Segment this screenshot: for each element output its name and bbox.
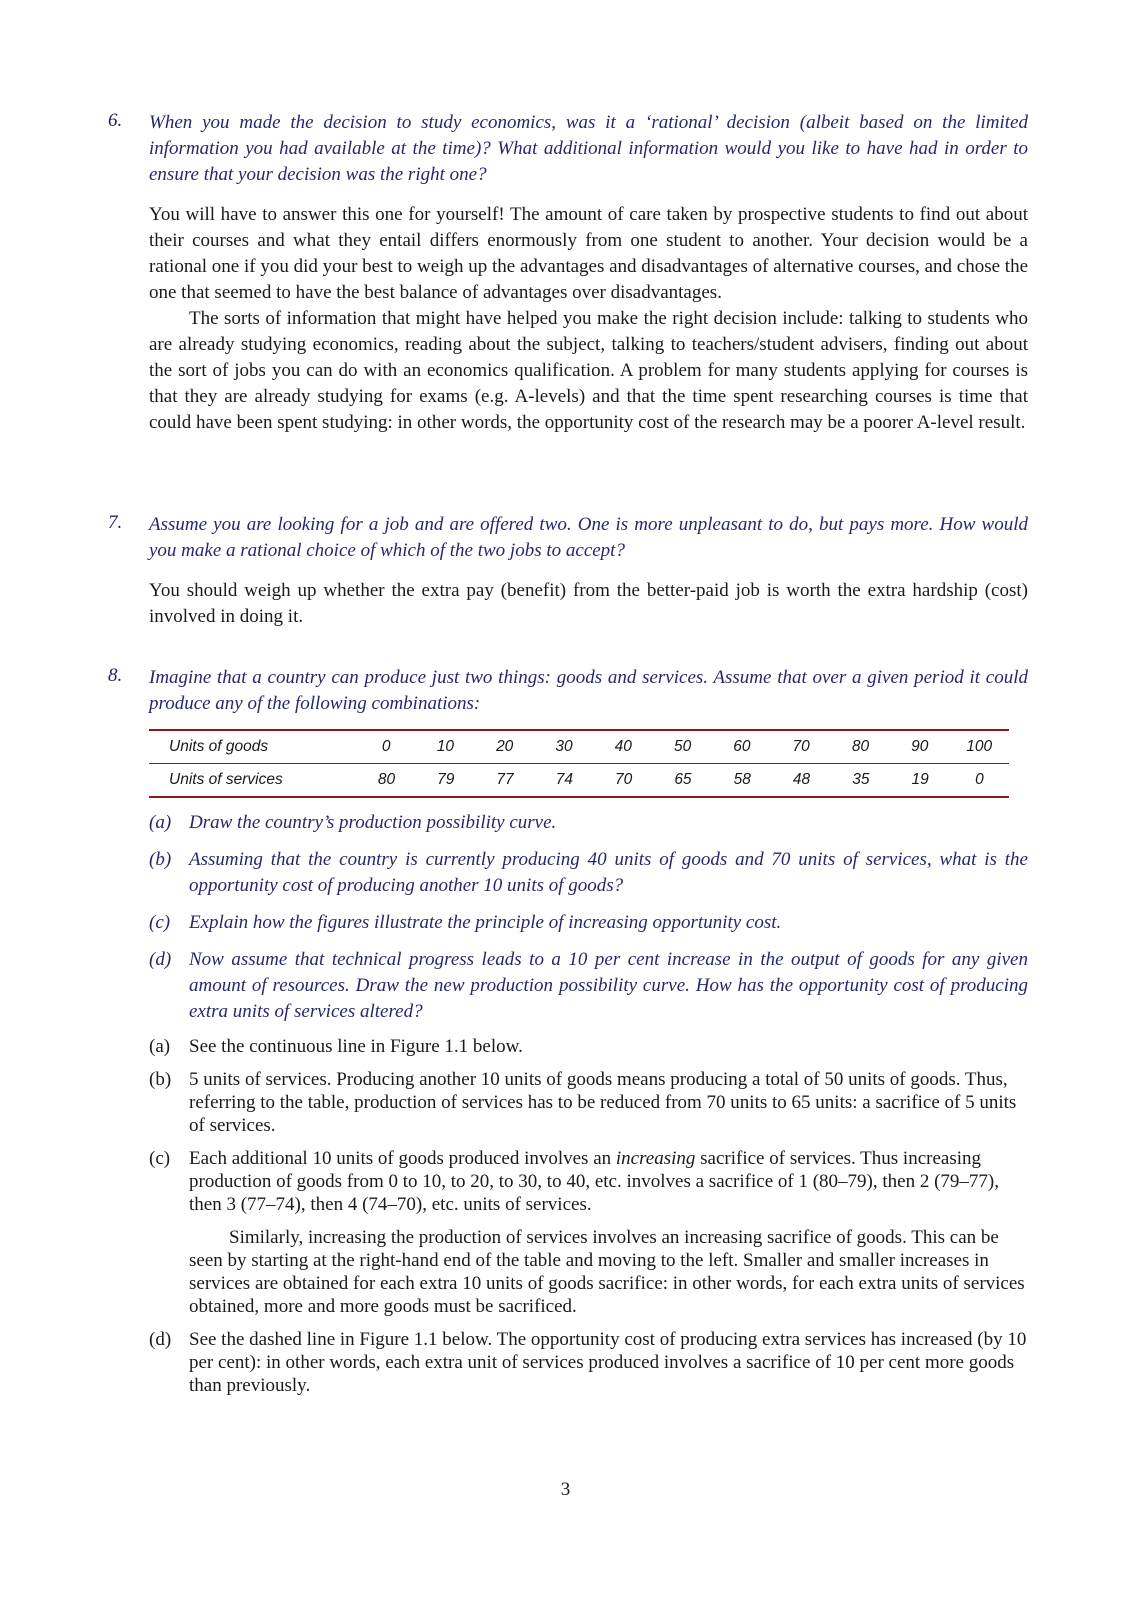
table-cell: 90 <box>911 738 929 755</box>
table-cell: 40 <box>614 738 632 755</box>
table-cell: 58 <box>733 771 751 788</box>
question-8 <box>108 665 1028 1397</box>
answer-part-a <box>149 1035 1028 1058</box>
table-cell: 50 <box>673 738 692 755</box>
table-cell: 30 <box>555 738 573 755</box>
table-cell: 77 <box>496 771 514 788</box>
table-cell: 10 <box>436 738 455 755</box>
question-number: 7. <box>108 512 123 533</box>
part-mark: (b) <box>149 1069 172 1090</box>
row-label: Units of services <box>169 771 283 788</box>
part-mark: (a) <box>149 812 172 833</box>
part-text: Draw the country’s production possibility curve. <box>189 812 557 833</box>
question-text: Assume you are looking for a job and are offered two. One is more unpleasant to do, but pays more. How would you make a rational choice of which of the two jobs to accept? <box>149 514 1028 561</box>
answer <box>149 202 1028 436</box>
table-cell: 48 <box>792 771 811 788</box>
row-label: Units of goods <box>169 738 269 755</box>
part-text: Each additional 10 units of goods produced involves an <box>189 1148 616 1169</box>
question-text: Imagine that a country can produce just two things: goods and services. Assume that over a given period it could produce any of the following combinations: <box>149 667 1028 714</box>
part-mark: (c) <box>149 1148 171 1169</box>
question-part-a <box>149 810 1028 836</box>
table-cell: 0 <box>381 738 391 755</box>
question-text: When you made the decision to study economics, was it a ‘rational’ decision (albeit based on the limited information you had available at the time)? What additional information would you like to have had in order to ensure that your decision was the right one? <box>149 112 1028 185</box>
part-text: Explain how the figures illustrate the principle of increasing opportunity cost. <box>189 912 782 933</box>
part-mark: (b) <box>149 849 172 870</box>
part-text: 5 units of services. Producing another 10 units of goods means producing a total of 50 units of goods. Thus, referring to the table, production of services has to be reduced from 70 units to 65 units: a sacrifice of 5 units of services. <box>189 1069 1017 1136</box>
answer-part-d <box>149 1328 1028 1397</box>
answer <box>149 578 1028 630</box>
table-cell: 70 <box>792 738 810 755</box>
table-cell: 20 <box>496 738 514 755</box>
table-row <box>149 731 1009 763</box>
emphasis: increasing <box>615 1148 696 1169</box>
question-part-d <box>149 947 1028 1025</box>
table-cell: 0 <box>975 771 984 788</box>
table-cell: 60 <box>733 738 751 755</box>
table-cell: 65 <box>674 771 692 788</box>
part-mark: (a) <box>149 1036 171 1057</box>
part-text: Now assume that technical progress leads to a 10 per cent increase in the output of goods for any given amount of resources. Draw the new production possibility curve. How has the opportunity cost of producing extra units of services altered? <box>189 949 1028 1022</box>
answer-paragraph: You should weigh up whether the extra pay (benefit) from the better-paid job is worth the extra hardship (cost) involved in doing it. <box>149 580 1028 627</box>
part-mark: (d) <box>149 1329 172 1350</box>
data-table <box>149 731 1009 763</box>
part-mark: (c) <box>149 912 171 933</box>
table-cell: 80 <box>851 738 870 755</box>
part-text: See the continuous line in Figure 1.1 below. <box>189 1036 523 1057</box>
table-row <box>149 764 1009 796</box>
production-table <box>149 729 1009 798</box>
question-part-c <box>149 910 1028 936</box>
answer-part-c <box>149 1147 1028 1318</box>
part-text: See the dashed line in Figure 1.1 below. The opportunity cost of producing extra services has increased (by 10 per cent): in other words, each extra unit of services produced involves a sacrifice of 10 per cent more goods than previously. <box>189 1329 1027 1396</box>
answer-paragraph: The sorts of information that might have helped you make the right decision include: talking to students who are already studying economics, reading about the subject, talking to teachers/student advisers, finding out about the sort of jobs you can do with an economics qualification. A problem for many students applying for courses is that they are already studying for exams (e.g. A-levels) and that the time spent researching courses is time that could have been spent studying: in other words, the opportunity cost of the research may be a poorer A-level result. <box>149 308 1028 433</box>
page-number: 3 <box>560 1479 571 1500</box>
table-cell: 80 <box>377 771 396 788</box>
question-6 <box>108 110 1028 436</box>
part-paragraph: Similarly, increasing the production of services involves an increasing sacrifice of goods. This can be seen by starting at the right-hand end of the table and moving to the left. Smaller and smaller increases in services are obtained for each extra 10 units of goods sacrifice: in other words, for each extra units of services obtained, more and more goods must be sacrificed. <box>189 1227 1025 1317</box>
part-text: sacrifice of services. Thus increasing production of goods from 0 to 10, to 20, to 30, to 40, etc. involves a sacrifice of 1 (80–79), then 2 (79–77), then 3 (77–74), then 4 (74–70), etc. units of services. <box>189 1148 999 1215</box>
question-number: 8. <box>108 665 123 686</box>
table-cell: 19 <box>911 771 929 788</box>
answer-paragraph: You will have to answer this one for yourself! The amount of care taken by prospective students to find out about their courses and what they entail differs enormously from one student to another. Your decision would be a rational one if you did your best to weigh up the advantages and disadvantages of alternative courses, and chose the one that seemed to have the best balance of advantages over disadvantages. <box>149 204 1029 303</box>
answer-part-b <box>149 1068 1028 1137</box>
table-cell: 79 <box>437 771 455 788</box>
table-cell: 70 <box>615 771 633 788</box>
part-mark: (d) <box>149 949 172 970</box>
part-text: Assuming that the country is currently producing 40 units of goods and 70 units of services, what is the opportunity cost of producing another 10 units of goods? <box>189 849 1028 896</box>
data-table <box>149 764 1009 796</box>
question-part-b <box>149 847 1028 899</box>
table-cell: 35 <box>852 771 870 788</box>
question-7 <box>108 512 1028 630</box>
table-cell: 100 <box>966 738 993 755</box>
question-number: 6. <box>108 110 123 131</box>
table-cell: 74 <box>555 771 573 788</box>
